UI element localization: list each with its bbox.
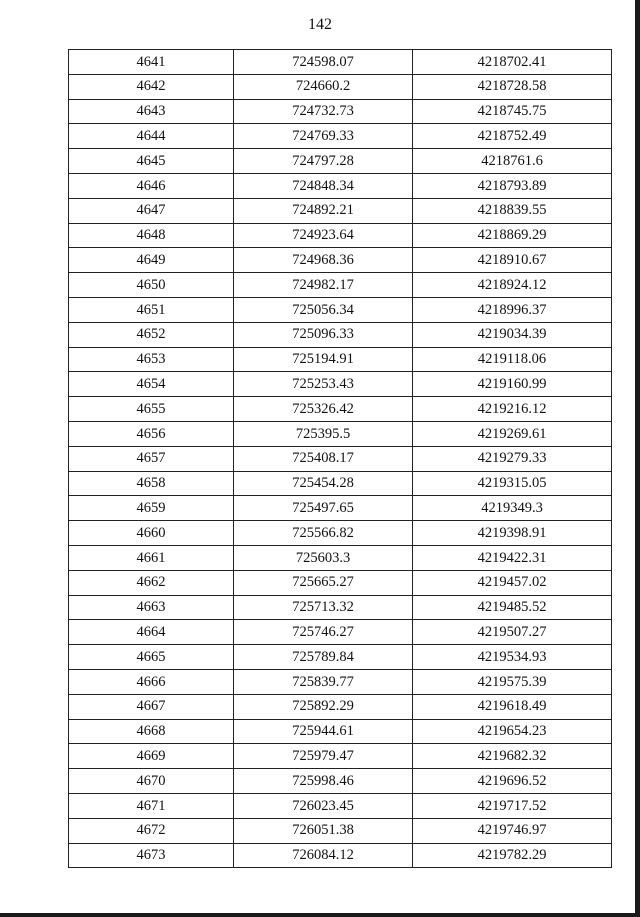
point-number-cell: 4654 bbox=[69, 372, 234, 397]
x-coordinate-cell: 725979.47 bbox=[234, 744, 413, 769]
table-row bbox=[69, 496, 612, 521]
x-coordinate-cell: 724968.36 bbox=[234, 248, 413, 273]
page-number: 142 bbox=[308, 16, 332, 33]
table-row bbox=[69, 372, 612, 397]
point-number-cell: 4662 bbox=[69, 570, 234, 595]
y-coordinate-cell: 4219279.33 bbox=[413, 446, 612, 471]
y-coordinate-cell: 4219216.12 bbox=[413, 397, 612, 422]
point-number-cell: 4664 bbox=[69, 620, 234, 645]
y-coordinate-cell: 4219654.23 bbox=[413, 719, 612, 744]
table-row bbox=[69, 570, 612, 595]
point-number-cell: 4651 bbox=[69, 297, 234, 322]
point-number-cell: 4649 bbox=[69, 248, 234, 273]
table-row bbox=[69, 99, 612, 124]
x-coordinate-cell: 724769.33 bbox=[234, 124, 413, 149]
y-coordinate-cell: 4219696.52 bbox=[413, 769, 612, 794]
x-coordinate-cell: 724732.73 bbox=[234, 99, 413, 124]
x-coordinate-cell: 725253.43 bbox=[234, 372, 413, 397]
x-coordinate-cell: 725497.65 bbox=[234, 496, 413, 521]
table-row bbox=[69, 818, 612, 843]
table-row bbox=[69, 694, 612, 719]
x-coordinate-cell: 724848.34 bbox=[234, 173, 413, 198]
table-row bbox=[69, 769, 612, 794]
point-number-cell: 4663 bbox=[69, 595, 234, 620]
y-coordinate-cell: 4218728.58 bbox=[413, 74, 612, 99]
point-number-cell: 4659 bbox=[69, 496, 234, 521]
table-row bbox=[69, 50, 612, 75]
y-coordinate-cell: 4219717.52 bbox=[413, 793, 612, 818]
x-coordinate-cell: 725892.29 bbox=[234, 694, 413, 719]
table-row bbox=[69, 297, 612, 322]
table-row bbox=[69, 545, 612, 570]
x-coordinate-cell: 725713.32 bbox=[234, 595, 413, 620]
point-number-cell: 4669 bbox=[69, 744, 234, 769]
point-number-cell: 4650 bbox=[69, 273, 234, 298]
y-coordinate-cell: 4218910.67 bbox=[413, 248, 612, 273]
y-coordinate-cell: 4218761.6 bbox=[413, 149, 612, 174]
table-row bbox=[69, 173, 612, 198]
table-row bbox=[69, 124, 612, 149]
y-coordinate-cell: 4218996.37 bbox=[413, 297, 612, 322]
table-row bbox=[69, 719, 612, 744]
point-number-cell: 4660 bbox=[69, 521, 234, 546]
y-coordinate-cell: 4218702.41 bbox=[413, 50, 612, 75]
x-coordinate-cell: 725998.46 bbox=[234, 769, 413, 794]
point-number-cell: 4642 bbox=[69, 74, 234, 99]
table-row bbox=[69, 521, 612, 546]
y-coordinate-cell: 4218793.89 bbox=[413, 173, 612, 198]
table-row bbox=[69, 198, 612, 223]
point-number-cell: 4658 bbox=[69, 471, 234, 496]
table-row bbox=[69, 620, 612, 645]
y-coordinate-cell: 4218924.12 bbox=[413, 273, 612, 298]
point-number-cell: 4652 bbox=[69, 322, 234, 347]
y-coordinate-cell: 4219457.02 bbox=[413, 570, 612, 595]
table-row bbox=[69, 74, 612, 99]
table-row bbox=[69, 793, 612, 818]
point-number-cell: 4665 bbox=[69, 645, 234, 670]
point-number-cell: 4672 bbox=[69, 818, 234, 843]
y-coordinate-cell: 4218839.55 bbox=[413, 198, 612, 223]
x-coordinate-cell: 726051.38 bbox=[234, 818, 413, 843]
table-row bbox=[69, 421, 612, 446]
y-coordinate-cell: 4219034.39 bbox=[413, 322, 612, 347]
table-row bbox=[69, 322, 612, 347]
x-coordinate-cell: 725789.84 bbox=[234, 645, 413, 670]
table-row bbox=[69, 347, 612, 372]
point-number-cell: 4643 bbox=[69, 99, 234, 124]
point-number-cell: 4667 bbox=[69, 694, 234, 719]
table-row bbox=[69, 744, 612, 769]
table-row bbox=[69, 446, 612, 471]
table-row bbox=[69, 223, 612, 248]
table-row bbox=[69, 843, 612, 868]
point-number-cell: 4644 bbox=[69, 124, 234, 149]
x-coordinate-cell: 724598.07 bbox=[234, 50, 413, 75]
y-coordinate-cell: 4219534.93 bbox=[413, 645, 612, 670]
point-number-cell: 4645 bbox=[69, 149, 234, 174]
x-coordinate-cell: 725944.61 bbox=[234, 719, 413, 744]
y-coordinate-cell: 4219315.05 bbox=[413, 471, 612, 496]
x-coordinate-cell: 725408.17 bbox=[234, 446, 413, 471]
table-row bbox=[69, 273, 612, 298]
y-coordinate-cell: 4219575.39 bbox=[413, 669, 612, 694]
point-number-cell: 4646 bbox=[69, 173, 234, 198]
table-row bbox=[69, 149, 612, 174]
y-coordinate-cell: 4218745.75 bbox=[413, 99, 612, 124]
point-number-cell: 4670 bbox=[69, 769, 234, 794]
scan-page-edge-bottom bbox=[0, 913, 640, 917]
point-number-cell: 4655 bbox=[69, 397, 234, 422]
x-coordinate-cell: 725603.3 bbox=[234, 545, 413, 570]
table-row bbox=[69, 248, 612, 273]
x-coordinate-cell: 725326.42 bbox=[234, 397, 413, 422]
point-number-cell: 4657 bbox=[69, 446, 234, 471]
table-row bbox=[69, 471, 612, 496]
point-number-cell: 4648 bbox=[69, 223, 234, 248]
table-row bbox=[69, 595, 612, 620]
x-coordinate-cell: 726084.12 bbox=[234, 843, 413, 868]
point-number-cell: 4673 bbox=[69, 843, 234, 868]
x-coordinate-cell: 724982.17 bbox=[234, 273, 413, 298]
x-coordinate-cell: 725566.82 bbox=[234, 521, 413, 546]
table-row bbox=[69, 669, 612, 694]
point-number-cell: 4661 bbox=[69, 545, 234, 570]
point-number-cell: 4641 bbox=[69, 50, 234, 75]
table-row bbox=[69, 645, 612, 670]
x-coordinate-cell: 726023.45 bbox=[234, 793, 413, 818]
x-coordinate-cell: 725096.33 bbox=[234, 322, 413, 347]
y-coordinate-cell: 4219118.06 bbox=[413, 347, 612, 372]
y-coordinate-cell: 4219682.32 bbox=[413, 744, 612, 769]
x-coordinate-cell: 724660.2 bbox=[234, 74, 413, 99]
x-coordinate-cell: 725194.91 bbox=[234, 347, 413, 372]
point-number-cell: 4668 bbox=[69, 719, 234, 744]
scan-page-edge bbox=[635, 0, 640, 917]
x-coordinate-cell: 725746.27 bbox=[234, 620, 413, 645]
y-coordinate-cell: 4219618.49 bbox=[413, 694, 612, 719]
y-coordinate-cell: 4219349.3 bbox=[413, 496, 612, 521]
point-number-cell: 4653 bbox=[69, 347, 234, 372]
point-number-cell: 4647 bbox=[69, 198, 234, 223]
x-coordinate-cell: 724923.64 bbox=[234, 223, 413, 248]
y-coordinate-cell: 4218752.49 bbox=[413, 124, 612, 149]
x-coordinate-cell: 725056.34 bbox=[234, 297, 413, 322]
y-coordinate-cell: 4219160.99 bbox=[413, 372, 612, 397]
x-coordinate-cell: 725395.5 bbox=[234, 421, 413, 446]
table-row bbox=[69, 397, 612, 422]
x-coordinate-cell: 724892.21 bbox=[234, 198, 413, 223]
y-coordinate-cell: 4219507.27 bbox=[413, 620, 612, 645]
point-number-cell: 4666 bbox=[69, 669, 234, 694]
point-number-cell: 4656 bbox=[69, 421, 234, 446]
y-coordinate-cell: 4219422.31 bbox=[413, 545, 612, 570]
y-coordinate-cell: 4218869.29 bbox=[413, 223, 612, 248]
x-coordinate-cell: 725454.28 bbox=[234, 471, 413, 496]
x-coordinate-cell: 725665.27 bbox=[234, 570, 413, 595]
x-coordinate-cell: 725839.77 bbox=[234, 669, 413, 694]
coordinates-table bbox=[68, 49, 612, 868]
y-coordinate-cell: 4219746.97 bbox=[413, 818, 612, 843]
y-coordinate-cell: 4219782.29 bbox=[413, 843, 612, 868]
point-number-cell: 4671 bbox=[69, 793, 234, 818]
y-coordinate-cell: 4219269.61 bbox=[413, 421, 612, 446]
y-coordinate-cell: 4219398.91 bbox=[413, 521, 612, 546]
coordinates-table-body bbox=[69, 50, 612, 868]
x-coordinate-cell: 724797.28 bbox=[234, 149, 413, 174]
y-coordinate-cell: 4219485.52 bbox=[413, 595, 612, 620]
